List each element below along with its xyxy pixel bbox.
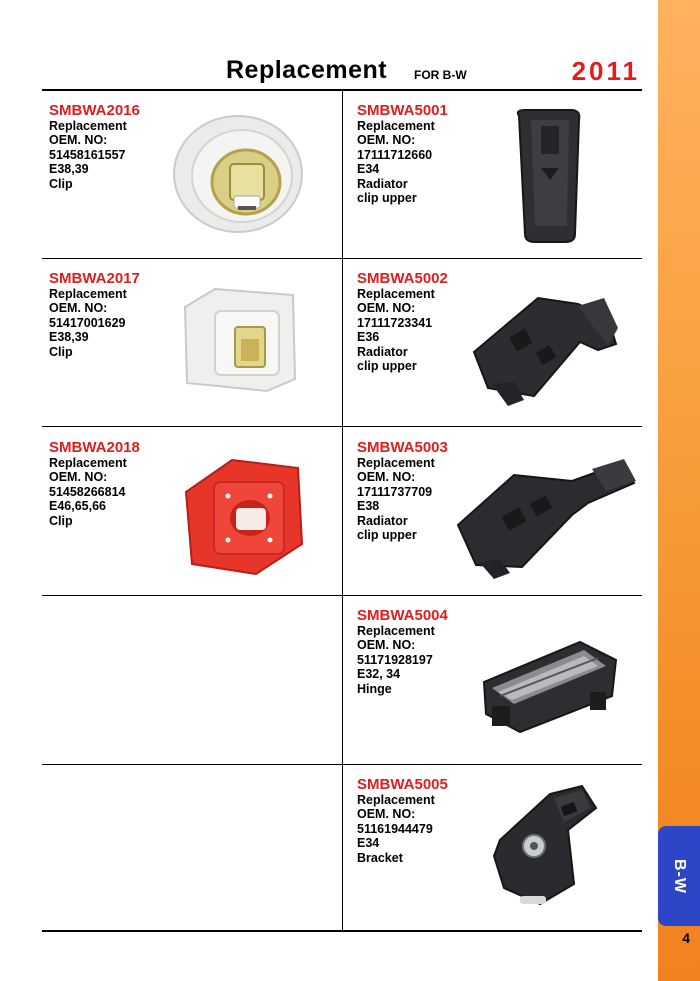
product-description: Clip bbox=[49, 176, 73, 191]
page-title: Replacement bbox=[226, 56, 388, 84]
catalog-year: 2011 bbox=[571, 56, 640, 86]
product-code: SMBWA2016 bbox=[49, 102, 140, 119]
oem-label: OEM. NO: bbox=[357, 807, 416, 822]
oem-number: 51171928197 bbox=[357, 652, 433, 667]
oem-label: OEM. NO: bbox=[49, 301, 108, 316]
oem-label: OEM. NO: bbox=[357, 638, 416, 653]
oem-number: 51458266814 bbox=[49, 484, 126, 499]
black-bracket-image bbox=[490, 784, 602, 910]
black-radiator-clip-image bbox=[505, 106, 595, 246]
oem-label: OEM. NO: bbox=[49, 470, 108, 485]
brand-side-tab-label: B-W bbox=[671, 858, 688, 894]
product-description: Radiator bbox=[357, 513, 408, 528]
white-square-clip-image bbox=[175, 285, 305, 393]
product-code: SMBWA2017 bbox=[49, 270, 140, 287]
product-type: Replacement bbox=[357, 793, 435, 807]
page-subtitle: FOR B-W bbox=[414, 68, 467, 82]
page-header bbox=[42, 56, 642, 88]
vehicle-model: E34 bbox=[357, 836, 380, 851]
product-code: SMBWA2018 bbox=[49, 439, 140, 456]
black-radiator-bracket-image bbox=[468, 288, 620, 408]
oem-label: OEM. NO: bbox=[49, 133, 108, 148]
product-type: Replacement bbox=[357, 287, 435, 301]
product-description-2: clip upper bbox=[357, 528, 417, 543]
oem-number: 17111737709 bbox=[357, 484, 433, 499]
vehicle-model: E46,65,66 bbox=[49, 499, 106, 514]
product-code: SMBWA5002 bbox=[357, 270, 448, 287]
vehicle-model: E36 bbox=[357, 330, 380, 345]
oem-number: 17111712660 bbox=[357, 147, 433, 162]
vehicle-model: E38,39 bbox=[49, 162, 89, 177]
product-type: Replacement bbox=[357, 119, 435, 133]
product-description: Radiator bbox=[357, 176, 408, 191]
white-round-clip-image bbox=[168, 112, 308, 236]
oem-number: 51458161557 bbox=[49, 147, 126, 162]
vehicle-model: E38,39 bbox=[49, 330, 89, 345]
product-description-2: clip upper bbox=[357, 191, 417, 206]
oem-label: OEM. NO: bbox=[357, 301, 416, 316]
black-radiator-bracket-long-image bbox=[452, 455, 638, 583]
vehicle-model: E34 bbox=[357, 162, 380, 177]
product-type: Replacement bbox=[357, 456, 435, 470]
product-description: Hinge bbox=[357, 681, 392, 696]
product-type: Replacement bbox=[49, 287, 127, 301]
product-description: Radiator bbox=[357, 344, 408, 359]
oem-number: 17111723341 bbox=[357, 315, 433, 330]
oem-label: OEM. NO: bbox=[357, 133, 416, 148]
product-type: Replacement bbox=[49, 456, 127, 470]
product-description-2: clip upper bbox=[357, 359, 417, 374]
page-number: 4 bbox=[682, 930, 690, 946]
red-square-clip-image bbox=[178, 452, 310, 578]
product-description: Bracket bbox=[357, 850, 403, 865]
column-divider bbox=[342, 91, 343, 930]
black-hinge-image bbox=[480, 636, 620, 734]
oem-number: 51161944479 bbox=[357, 821, 433, 836]
product-type: Replacement bbox=[49, 119, 127, 133]
vehicle-model: E32, 34 bbox=[357, 667, 401, 682]
product-code: SMBWA5003 bbox=[357, 439, 448, 456]
product-code: SMBWA5005 bbox=[357, 776, 448, 793]
vehicle-model: E38 bbox=[357, 499, 380, 514]
product-code: SMBWA5001 bbox=[357, 102, 448, 119]
product-description: Clip bbox=[49, 344, 73, 359]
oem-label: OEM. NO: bbox=[357, 470, 416, 485]
product-description: Clip bbox=[49, 513, 73, 528]
brand-side-tab bbox=[658, 826, 700, 926]
product-card bbox=[357, 102, 647, 262]
oem-number: 51417001629 bbox=[49, 315, 126, 330]
product-code: SMBWA5004 bbox=[357, 607, 448, 624]
product-type: Replacement bbox=[357, 624, 435, 638]
